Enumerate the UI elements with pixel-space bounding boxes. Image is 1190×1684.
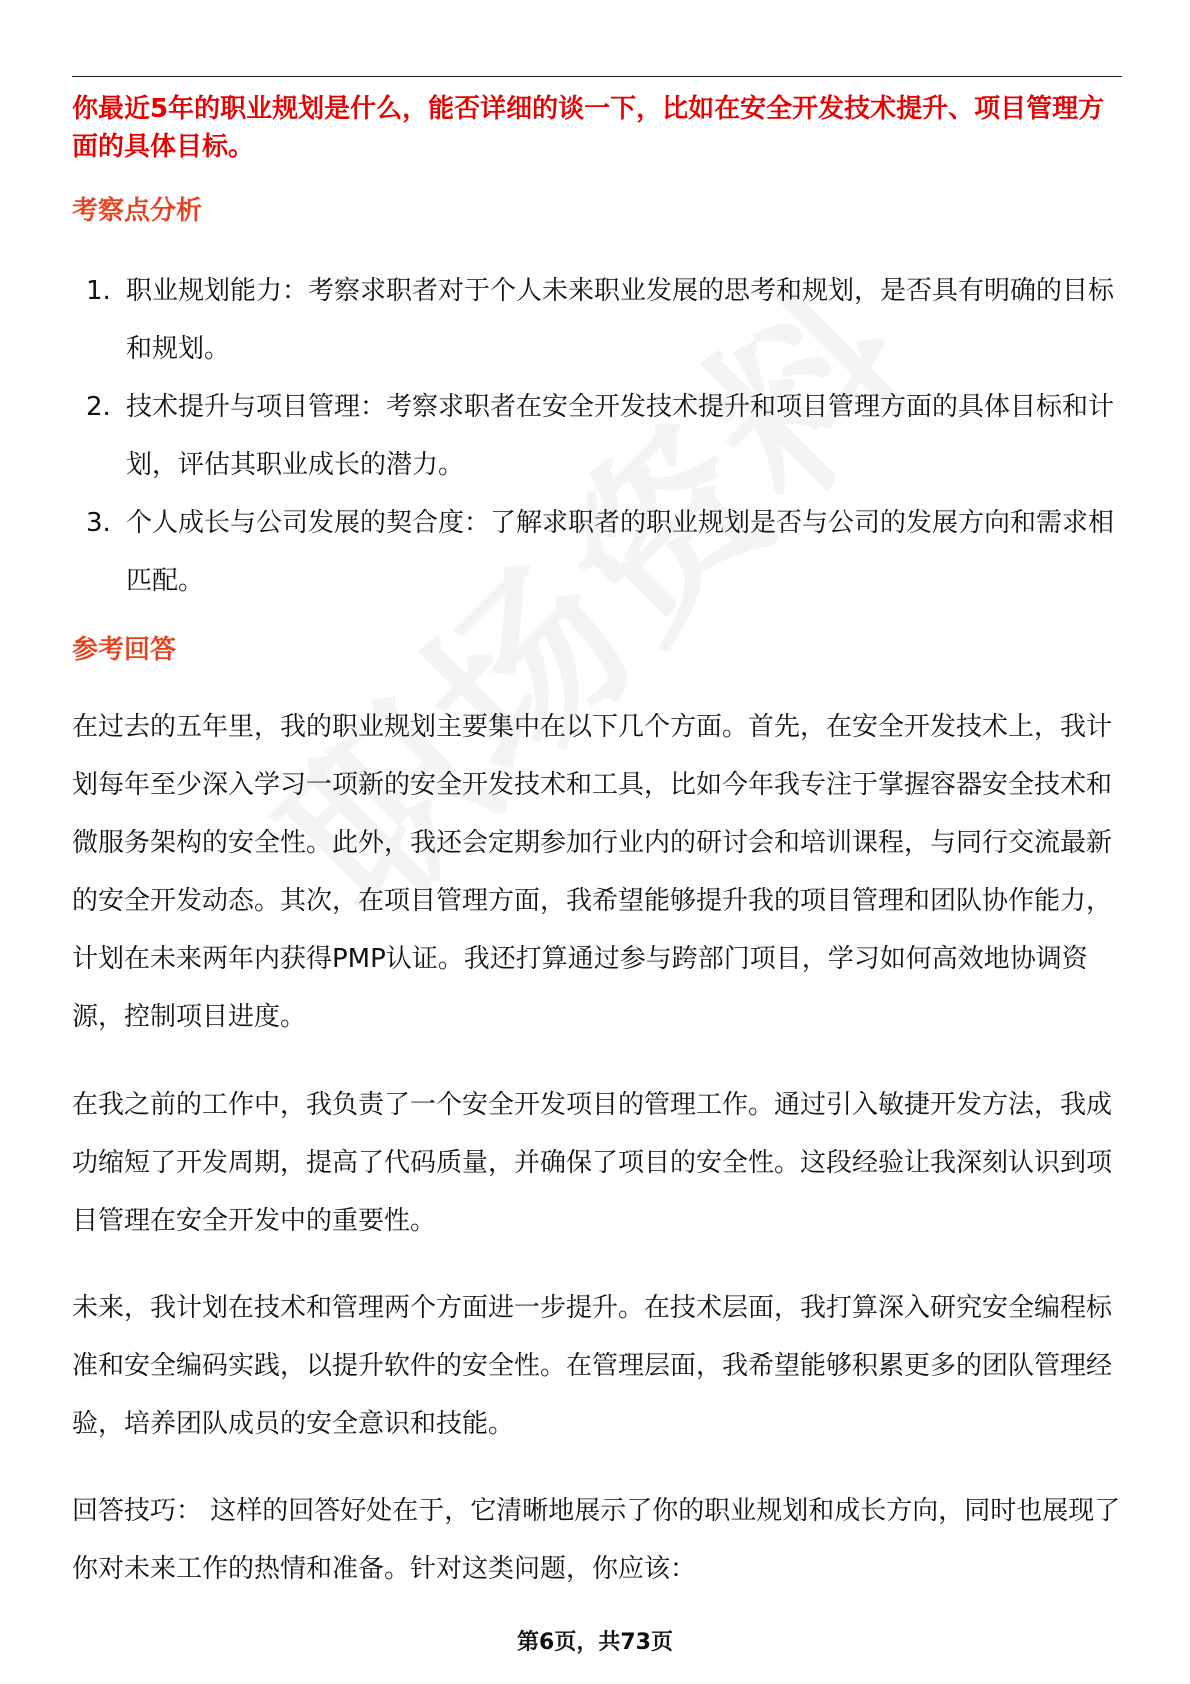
answer-paragraph: 未来，我计划在技术和管理两个方面进一步提升。在技术层面，我打算深入研究安全编程标准和安全编码实践，以提升软件的安全性。在管理层面，我希望能够积累更多的团队管理经验，培养团队成员的安全意识和技能。 [72,1293,1113,1439]
list-item-number: 2. [86,392,111,422]
question-title: 你最近5年的职业规划是什么，能否详细的谈一下，比如在安全开发技术提升、项目管理方面的具体目标。 [72,94,1105,162]
answer-tips-paragraph: 回答技巧： 这样的回答好处在于，它清晰地展示了你的职业规划和成长方向，同时也展现了你对未来工作的热情和准备。针对这类问题，你应该： [72,1496,1121,1584]
list-item [72,262,1122,378]
answer-paragraph: 在过去的五年里，我的职业规划主要集中在以下几个方面。首先，在安全开发技术上，我计划每年至少深入学习一项新的安全开发技术和工具，比如今年我专注于掌握容器安全技术和微服务架构的安全性。此外，我还会定期参加行业内的研讨会和培训课程，与同行交流最新的安全开发动态。其次，在项目管理方面，我希望能够提升我的项目管理和团队协作能力，计划在未来两年内获得PMP认证。我还打算通过参与跨部门项目，学习如何高效地协调资源，控制项目进度。 [72,712,1113,1032]
list-item [72,494,1122,610]
list-item-number: 1. [86,276,111,306]
list-item-text: 技术提升与项目管理：考察求职者在安全开发技术提升和项目管理方面的具体目标和计划，评估其职业成长的潜力。 [126,392,1115,480]
answer-heading: 参考回答 [72,635,177,665]
page-number-footer: 第6页，共73页 [517,1630,673,1655]
top-divider [72,76,1122,77]
answer-paragraph: 在我之前的工作中，我负责了一个安全开发项目的管理工作。通过引入敏捷开发方法，我成功缩短了开发周期，提高了代码质量，并确保了项目的安全性。这段经验让我深刻认识到项目管理在安全开发中的重要性。 [72,1090,1113,1236]
analysis-heading: 考察点分析 [72,196,203,226]
list-item [72,378,1122,494]
analysis-list [72,262,1122,610]
list-item-text: 个人成长与公司发展的契合度：了解求职者的职业规划是否与公司的发展方向和需求相匹配。 [126,508,1115,596]
list-item-text: 职业规划能力：考察求职者对于个人未来职业发展的思考和规划，是否具有明确的目标和规划。 [126,276,1115,364]
list-item-number: 3. [86,508,111,538]
